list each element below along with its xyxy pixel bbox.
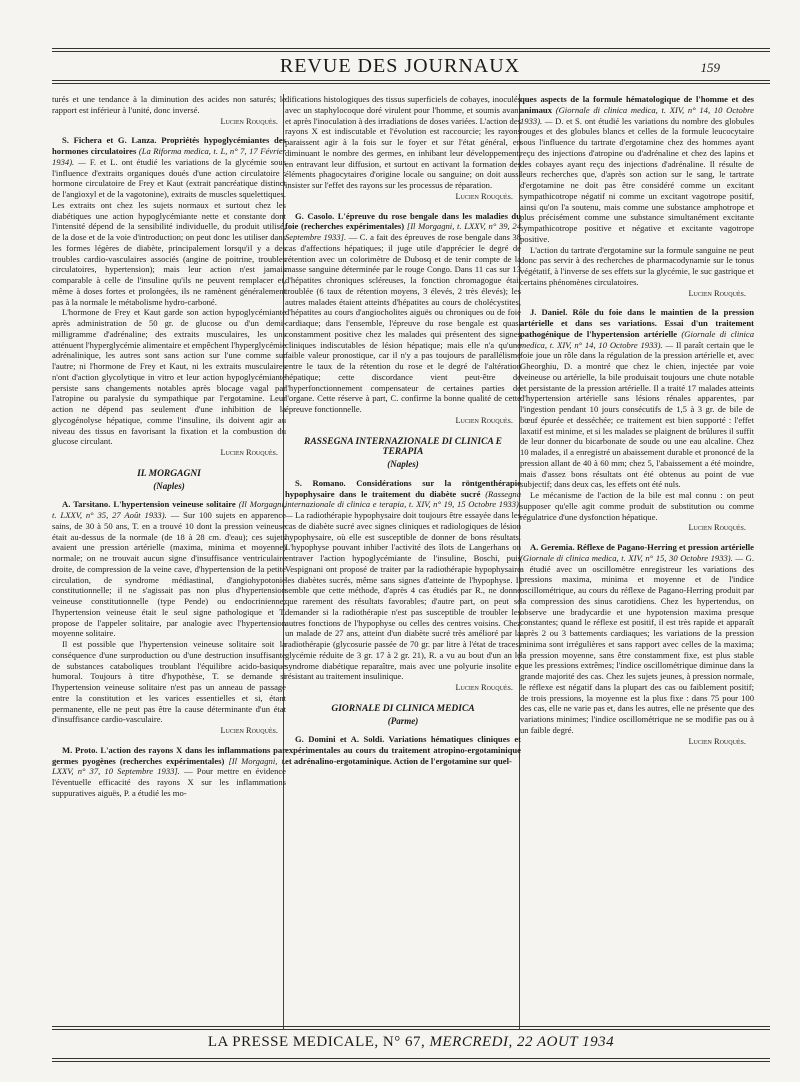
signature: Lucien Rouquès. xyxy=(220,116,278,126)
footer-rule-4 xyxy=(52,1061,770,1062)
article-reference: (Rassegna internazionale di clinica e terapia, t. XIV, n° 19, 15 Octobre 1933). — xyxy=(285,488,521,520)
article-heading: S. Fichera et G. Lanza. Propriétés hypoglycémiantes des hormones circulatoires xyxy=(52,135,286,156)
column-2 xyxy=(285,94,521,1029)
article-reference: (Giornale di clinica medica, t. XIV, n° 14, 10 Octobre 1933). — xyxy=(520,104,754,126)
article-paragraph: L'action du tartrate d'ergotamine sur la formule sanguine ne peut donc pas servir à des recherches de pharmacodynamie sur le tonus végétatif, à l'inverse de ses effets sur la glycémie, le suc gastrique et certains phénomènes circulatoires. xyxy=(520,244,754,287)
signature: Lucien Rouquès. xyxy=(455,191,513,201)
article-romano xyxy=(285,478,521,682)
signature: Lucien Rouquès. xyxy=(455,415,513,425)
header-rule-2 xyxy=(52,83,770,84)
article-proto xyxy=(52,745,286,799)
footer-rule-3 xyxy=(52,1058,770,1059)
article-heading: ques aspects de la formule hématologique de l'homme et des animaux xyxy=(520,94,754,115)
article-reference: [Il Morgagni, t. LXXV, n° 39, 24 Septembre 1933]. xyxy=(285,221,521,242)
article-body: — Pour mettre en évidence l'éventuelle efficacité des rayons X sur les inflammations suppuratives aiguës, P. a étudié les mo- xyxy=(52,766,286,798)
footer-rule-1 xyxy=(52,1026,770,1027)
signature: Lucien Rouquès. xyxy=(220,448,278,457)
article-geremia xyxy=(520,542,754,736)
article-body: La radiothérapie hypophysaire doit toujours être essayée dans les cas de diabète sucré avec signes cliniques et radiologiques de lésion hypophysaire, où elle est susceptible de donner de bons résultats. L'hypophyse pouvant inhiber l'activité des îlots de Langerhans on entraver l'action hypoglycémiante de l'insuline, Boschi, puis Vespignani ont proposé de traiter par la radiothérapie hypophysaire les diabètes sucrés, même sans signes d'atteinte de l'hypophyse. Il semble que cette méthode, d'après 4 cas étudiés par R., ne donne que rarement des résultats favorables; d'autre part, on peut se demander si la radiothérapie n'est pas susceptible de troubler les autres fonctions de l'hypophyse ou celles des centres voisins. Chez un malade de 27 ans, atteint d'un diabète sucré très amélioré par la radiothérapie (glycosurie passée de 70 gr. par litre à l'état de traces, glycémie réduite de 3 gr. 17 à 2 gr. 21), R. a vu au bout d'un an le syndrome diabétique reparaître, mais avec une polyurie insolite et résistant au traitement insulinique. xyxy=(285,510,521,682)
article-heading: J. Daniel. Rôle du foie dans le maintien de la pression artérielle et dans ses variations. Essai d'un traitement pathogénique de l'hypertension artérielle xyxy=(520,307,754,339)
article-paragraph: Le mécanisme de l'action de la bile est mal connu : on peut supposer qu'elle agit comme produit de substitution ou comme régulatrice d'une dysfonction hépatique. xyxy=(520,490,754,522)
footer-rule-2 xyxy=(52,1029,770,1030)
footer-journal: LA PRESSE MEDICALE, N° 67, xyxy=(207,1034,426,1050)
intro-text: turés et une tendance à la diminution des acides non saturés; le rapport est inférieur à l'unité, donc inversé. xyxy=(52,94,286,115)
article-body: Il paraît certain que le foie joue un rôle dans la régulation de la pression artérielle et, avec Gheorghiu, D. a montré que chez le chien, injectée par voie veineuse ou artérielle, la bile produisait toujours une chute notable et persistante de la pression artérielle. Il a traité 17 malades atteints d'hypertension artérielle sans lésions rénales apparentes, par l'ingestion pendant 10 jours consécutifs de 1,5 à 3 gr. de bile de bœuf épurée et desséchée; ce traitement est bien supporté : l'effet laxatif est minime, et si les malades se plaignent de brûlures il suffit de leur donner du bicarbonate de soude ou une eau alcaline. Chez 10 malades, il a enregistré un abaissement durable et prononcé de la pression allant de 40 à 60 mm; chez 5, l'abaissement a été moindre, mais d'assez bons résultats ont été obtenus au point de vue subjectif; dans deux cas, les effets ont été nuls. xyxy=(520,339,754,490)
article-reference: (Giornale di clinica medica, t. XIV, n° 15, 30 Octobre 1933). — xyxy=(520,552,744,563)
signature: Lucien Rouquès. xyxy=(688,288,746,298)
article-reference: (Giornale di clinica medica, t. XIV, n° 14, 10 Octobre 1933). — xyxy=(520,328,754,350)
article-casolo xyxy=(285,211,521,415)
article-body: D. et S. ont étudié les variations du nombre des globules rouges et des globules blancs et celles de la formule leucocytaire sous l'influence du tartrate d'ergotamine chez des hommes ayant reçu des injections d'atropine ou d'adrénaline et chez des lapins et des cobayes ayant reçu des injections d'adrénaline. Il résulte de leurs recherches que, d'après son action sur le sang, le tartrate d'ergotamine ne doit pas être considéré comme un excitant sympathicotrope négatif ni comme un excitant vagotrope positif, ainsi qu'on l'a soutenu, mais comme une substance amphotrope et plus précisément comme une substance simultanément excitante sympathicotrope positive et négative et excitante vagotrope positive. xyxy=(520,115,754,244)
header-rule-1 xyxy=(52,80,770,81)
section-title: RASSEGNA INTERNAZIONALE DI CLINICA E TERAPIA xyxy=(304,436,502,458)
article-body: — Sur 100 sujets en apparence sains, de 30 à 50 ans, T. en a trouvé 10 dont la pression veineuse était au-dessus de la normale (de 18 à 28 cm. d'eau); ces sujets avaient une pression artérielle (maxima, minima et moyenne) normale; on ne trouvait aucun signe d'insuffisance ventriculaire droite, de compression de la veine cave, d'hypertension de la petite circulation, de syndrome médiastinal, d'angiohypotonie constitutionnelle; il ne s'agissait pas non plus d'hypertension veineuse constitutionnelle (type Pende) ou endocrinienne; l'hypertension veineuse était le seul signe pathologique et T. propose de l'appeler solitaire, par analogie avec l'hypertension moyenne solitaire. xyxy=(52,510,286,639)
section-title: IL MORGAGNI xyxy=(137,468,201,479)
article-heading: G. Casolo. L'épreuve du rose bengale dans les maladies du foie (recherches expérimentales) xyxy=(285,210,521,232)
section-subtitle: (Naples) xyxy=(153,480,185,491)
article-reference: (Il Morgagni, t. LXXV, n° 35, 27 Août 1933). xyxy=(52,499,286,520)
article-reference: [Il Morgagni, t. LXXV, n° 37, 10 Septembre 1933]. xyxy=(52,755,286,777)
column-3 xyxy=(520,94,754,1029)
page-footer xyxy=(52,1034,770,1051)
section-subtitle: (Naples) xyxy=(387,459,419,469)
top-rule-1 xyxy=(52,48,770,49)
signature: Lucien Rouquès. xyxy=(688,523,746,533)
section-title: GIORNALE DI CLINICA MEDICA xyxy=(331,703,475,714)
article-body: — C. a fait des épreuves de rose bengale dans 38 cas d'affections hépatiques; il juge utile d'apprécier le degré de rétention avec un colorimètre de Dubosq et de tenir compte de la masse sanguine déterminée par le rouge Congo. Dans 11 cas sur 13 d'hépatites chroniques scléreuses, la fonction chromagogue était troublée (6 taux de rétention moyens, 3 élevés, 2 très élevés); les autres malades étaient atteints d'hépatites au cours de cholécystites, d'hépatites au cours d'angiocholites aiguës ou chroniques ou de foie cardiaque; dans l'ensemble, l'épreuve du rose bengale est quasi constamment positive chez les malades qui présentent des signes cliniques indiscutables de lésion hépatique; mais elle n'a qu'une faible valeur pronostique, car il n'y a pas toujours de parallélisme entre le taux de la rétention du rose et le degré de l'altération hépatique; cette discordance vient peut-être de l'hyperfonctionnement compensateur de certaines parties de l'organe. Cette réserve à part, C. confirme la bonne qualité de cette épreuve fonctionnelle. xyxy=(285,232,521,414)
page-title: REVUE DES JOURNAUX xyxy=(279,55,521,77)
article-paragraph: L'hormone de Frey et Kaut garde son action hypoglycémiante après administration de 50 gr. de glucose ou d'un demi-milligramme d'adrénaline; des extraits musculaires, les uns atténuent l'hyperglycémie alimentaire et empêchent l'hyperglycémie adrénalinique, les autres sont sans action sur l'une comme sur l'autre; ni l'hormone de Frey et Kaut, ni les extraits musculaires n'ont d'action glycolytique in vitro et leur action hypoglycémiante persiste sans changements notables après blocage vagal par l'atropine ou paralysie du sympathique par l'ergotamine. Leur action ne dépend pas seulement d'une inhibition de la glycogénolyse hépatique, comme l'insuline, ils doivent agir au niveau des tissus en favorisant la fixation et la combustion du glucose circulant. xyxy=(52,307,286,447)
column-1 xyxy=(52,94,286,1029)
article-heading: A. Geremia. Réflexe de Pagano-Herring et pression artérielle xyxy=(530,542,754,552)
section-subtitle: (Parme) xyxy=(387,715,419,726)
signature: Lucien Rouquès. xyxy=(220,726,278,735)
article-paragraph: Il est possible que l'hypertension veineuse solitaire soit la conséquence d'une surproduction ou d'une destruction insuffisante de substances cataboliques troublant l'équilibre acido-basique humoral. Toujours à titre d'hypothèse, T. se demande si l'hypertension veineuse solitaire n'est pas un anneau de passage entre la constitution et les varices essentielles et si, étant permanente, elle ne peut pas être la cause déterminante d'un état d'insuffisance cardio-vasculaire. xyxy=(52,639,286,725)
article-continuation xyxy=(520,94,754,245)
article-continuation: difications histologiques des tissus superficiels de cobayes, inoculés avec un staphylocoque doré virulent pour l'homme, et soumis avant et après l'inoculation à des irradiations de doses variées. L'action des rayons X est indiscutable et l'évolution est raccourcie; les rayons paraissent agir à la fois sur le foyer et sur l'état général, en diminuant le nombre des germes, en inhibant leur développement, en entravant leur diffusion, et surtout en activant la formation des éléments phagocytaires d'origine locale ou sanguine; on doit aussi insister sur l'effet des rayons sur les processus de réparation. xyxy=(285,94,521,190)
article-fichera xyxy=(52,135,286,307)
article-daniel xyxy=(520,307,754,490)
article-reference: (La Riforma medica, t. L, n° 7, 17 Février 1934). — xyxy=(52,146,286,167)
signature: Lucien Rouquès. xyxy=(455,683,513,692)
top-rule-2 xyxy=(52,51,770,52)
page-number: 159 xyxy=(700,60,720,75)
signature: Lucien Rouquès. xyxy=(688,736,746,746)
article-tarsitano xyxy=(52,499,286,639)
article-heading: A. Tarsitano. L'hypertension veineuse solitaire xyxy=(62,499,236,510)
article-heading: M. Proto. L'action des rayons X dans les inflammations par germes pyogènes (recherches expérimentales) xyxy=(52,744,286,766)
article-body: G. a étudié avec un oscillomètre enregistreur les variations des pressions maxima, minima et moyenne et de l'indice oscillométrique, au cours du réflexe de Pagano-Herring produit par la compression des sinus carotidiens. Chez les hypertendus, on observe une bradycardie et une hypotension maxima presque constantes; quand le réflexe est positif, il est très rapide et apparaît après 2 ou 3 battements cardiaques; les variations de la pression minima sont irrégulières et sans rapport avec celles de la maxima; la pression moyenne, sans être constamment fixe, est plus stable que les pressions extrêmes; l'indice oscillométrique diminue dans la grande majorité des cas. Chez les sujets jeunes, à pression normale, le réflexe est négatif dans la plupart des cas ou faiblement positif; de trois pressions, la moyenne est la plus fixe : dans 75 pour 100 des cas, elle ne varie pas et, dans les autres, elle ne présente que des variations minimes; l'indice oscillométrique ne se modifie pas ou à un faible degré. xyxy=(520,552,754,735)
article-body: F. et L. ont étudié les variations de la glycémie sous l'influence d'extraits organiques doués d'une action circulatoire : hormone circulatoire de Frey et Kaut (extrait pancréatique distinct de l'angioxyl et de la vagotonine), extraits de muscles squelettiques. Les extraits ont chez les sujets normaux et surtout chez les diabétiques une action hypoglycémiante nette et constante dont l'intensité dépend de la sensibilité individuelle, du produit utilisé, de la dose et de la voie d'introduction; on peut donc les utiliser dans les formes légères de diabète, principalement lorsqu'il y a des troubles cardio-vasculaires associés (angine de poitrine, troubles circulatoires, hypertension); mais leur action n'est jamais comparable à celle de l'insuline qu'ils ne peuvent remplacer et, même à doses fortes et prolongées, ils ne ramènent généralement pas à la normale le métabolisme hydro-carboné. xyxy=(52,156,286,307)
footer-date: MERCREDI, 22 AOUT 1934 xyxy=(429,1034,615,1050)
article-heading: S. Romano. Considérations sur la röntgenthérapie hypophysaire dans le traitement du diabète sucré xyxy=(285,477,521,499)
article-heading: G. Domini et A. Soldi. Variations hématiques cliniques et expérimentales au cours du traitement atropino-ergotaminique et adrénalino-ergotaminique. Action de l'ergotamine sur quel- xyxy=(285,734,521,766)
article-domini xyxy=(285,734,521,766)
